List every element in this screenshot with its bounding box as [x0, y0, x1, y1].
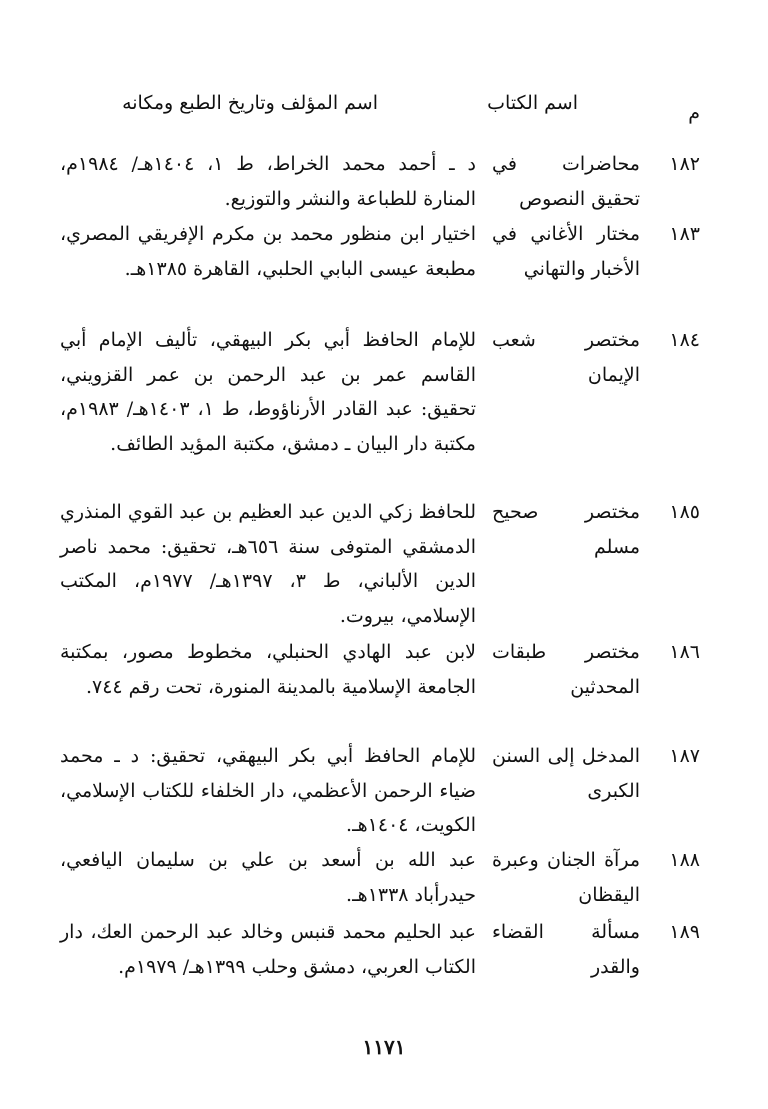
list-item	[60, 217, 708, 323]
entry-title: مختصر طبقات المحدثين	[492, 641, 640, 698]
entry-title: المدخل إلى السنن الكبرى	[492, 745, 640, 802]
entry-author: للإمام الحافظ أبي بكر البيهقي، تحقيق: د ـ محمد ضياء الرحمن الأعظمي، دار الخلفاء للكتاب الإسلامي، الكويت، ١٤٠٤هـ.	[60, 745, 476, 836]
entry-author: اختيار ابن منظور محمد بن مكرم الإفريقي المصري، مطبعة عيسى البابي الحلبي، القاهرة ١٣٨٥هـ.	[60, 223, 476, 280]
list-item	[60, 635, 708, 739]
list-item	[60, 915, 708, 1019]
list-item	[60, 147, 708, 217]
page-number: ١١٧١	[362, 1035, 406, 1059]
entry-author: عبد الحليم محمد قنبس وخالد عبد الرحمن العك، دار الكتاب العربي، دمشق وحلب ١٣٩٩هـ/ ١٩٧٩م.	[60, 921, 476, 978]
entry-title: مختصر صحيح مسلم	[492, 501, 640, 558]
entry-number: ١٨٣	[669, 223, 700, 245]
entry-number: ١٨٦	[669, 641, 700, 663]
entry-title: مسألة القضاء والقدر	[492, 921, 640, 978]
entry-number: ١٨٩	[669, 921, 700, 943]
header-author-info: اسم المؤلف وتاريخ الطبع ومكانه	[122, 92, 378, 114]
entry-number: ١٨٧	[669, 745, 700, 767]
entry-number: ١٨٨	[669, 849, 700, 871]
entry-number: ١٨٥	[669, 501, 700, 523]
list-item	[60, 495, 708, 635]
entry-author: عبد الله بن أسعد بن علي بن سليمان اليافعي، حيدرأباد ١٣٣٨هـ.	[60, 849, 476, 906]
entry-title: مرآة الجنان وعبرة اليقظان	[492, 849, 640, 906]
entry-author: للحافظ زكي الدين عبد العظيم بن عبد القوي المنذري الدمشقي المتوفى سنة ٦٥٦هـ، تحقيق: محمد ناصر الدين الألباني، ط ٣، ١٣٩٧هـ/ ١٩٧٧م، المكتب الإسلامي، بيروت.	[60, 501, 477, 627]
list-item	[60, 739, 708, 843]
entry-title: محاضرات في تحقيق النصوص	[492, 153, 640, 210]
header-book-title: اسم الكتاب	[487, 92, 578, 114]
entry-author: للإمام الحافظ أبي بكر البيهقي، تأليف الإمام أبي القاسم عمر بن عبد الرحمن بن عمر القزويني، تحقيق: عبد القادر الأرناؤوط، ط ١، ١٤٠٣هـ/ ١٩٨٣م، مكتبة دار البيان ـ دمشق، مكتبة المؤيد الطائف.	[60, 329, 477, 455]
entry-title: مختصر شعب الإيمان	[492, 329, 640, 386]
entry-number: ١٨٤	[669, 329, 700, 351]
entry-author: لابن عبد الهادي الحنبلي، مخطوط مصور، بمكتبة الجامعة الإسلامية بالمدينة المنورة، تحت رقم ٧٤٤.	[60, 641, 476, 698]
entry-title: مختار الأغاني في الأخبار والتهاني	[492, 223, 640, 280]
references-list	[60, 147, 708, 1019]
header-number: م	[688, 102, 700, 124]
list-item	[60, 843, 708, 915]
list-item	[60, 323, 708, 495]
entry-author: د ـ أحمد محمد الخراط، ط ١، ١٤٠٤هـ/ ١٩٨٤م، المنارة للطباعة والنشر والتوزيع.	[60, 153, 476, 210]
entry-number: ١٨٢	[669, 153, 700, 175]
table-header	[60, 92, 708, 132]
